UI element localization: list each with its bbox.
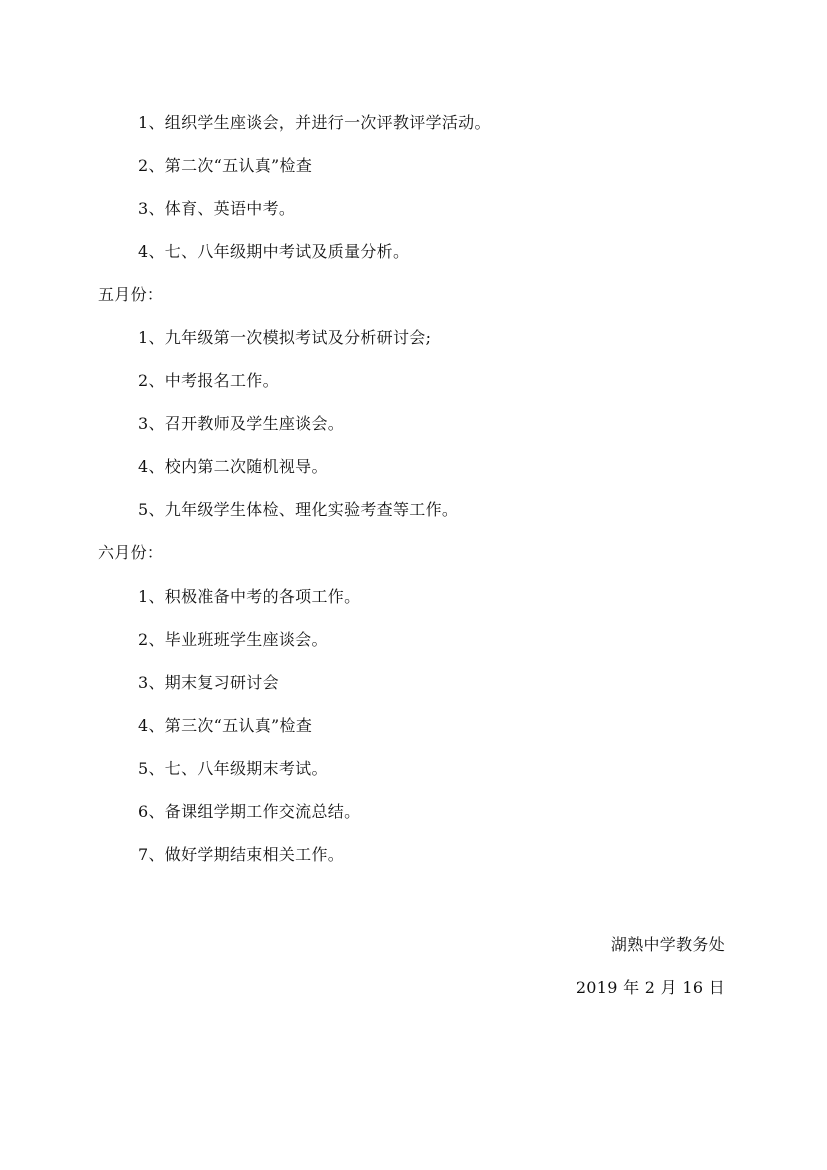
list-item: 2、毕业班班学生座谈会。 [138,630,328,649]
list-item: 1、组织学生座谈会，并进行一次评教评学活动。 [138,113,491,132]
list-item: 1、积极准备中考的各项工作。 [138,587,361,606]
list-item: 4、校内第二次随机视导。 [138,457,328,476]
list-item: 3、期末复习研讨会 [138,673,279,692]
section-heading-june: 六月份： [98,543,164,562]
list-item: 1、九年级第一次模拟考试及分析研讨会; [138,328,432,347]
list-item: 2、中考报名工作。 [138,371,279,390]
list-item: 6、备课组学期工作交流总结。 [138,802,361,821]
list-item: 5、九年级学生体检、理化实验考查等工作。 [138,500,459,519]
section-heading-may: 五月份： [98,285,164,304]
list-item: 4、七、八年级期中考试及质量分析。 [138,242,410,261]
list-item: 7、做好学期结束相关工作。 [138,845,345,864]
list-item: 4、第三次“五认真”检查 [138,716,313,735]
list-item: 5、七、八年级期末考试。 [138,759,328,778]
signature-date: 2019 年 2 月 16 日 [575,978,725,997]
list-item: 2、第二次“五认真”检查 [138,156,313,175]
list-item: 3、召开教师及学生座谈会。 [138,414,345,433]
signature-office: 湖熟中学教务处 [610,935,725,954]
list-item: 3、体育、英语中考。 [138,199,296,218]
